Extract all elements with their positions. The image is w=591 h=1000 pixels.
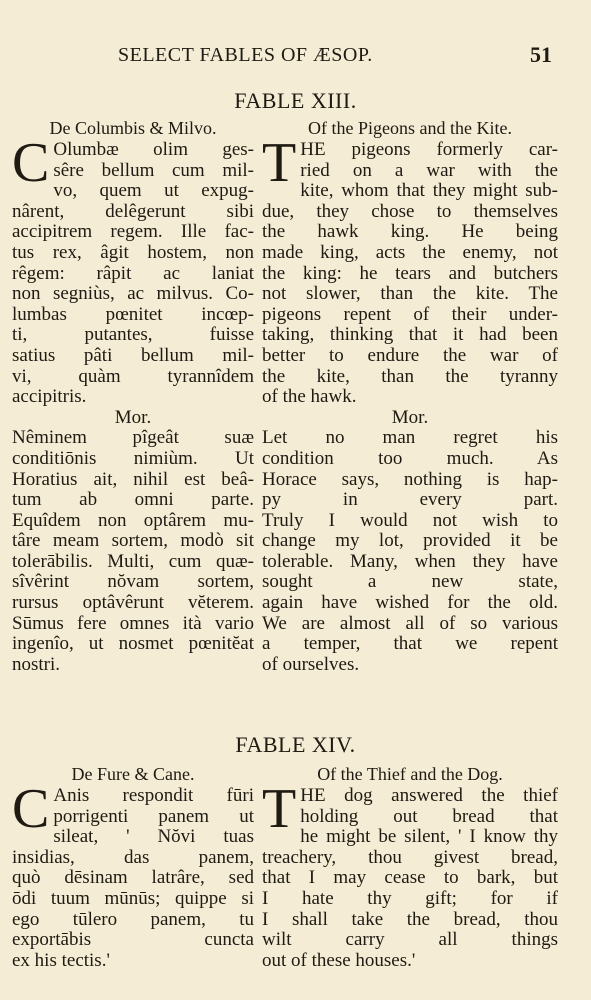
text-line: the king: he tears and butchers [262,262,558,284]
fable-14-english-body [262,778,558,971]
text-line: sîvêrint nŏvam sortem, [12,571,254,593]
text-line: he might be silent, ' I know thy [300,826,558,848]
text-line: HE dog answered the thief [300,785,558,806]
fable-13-latin-dropcap: C [12,132,50,194]
text-line: Let no man regret his [262,427,558,449]
text-line: Olumbæ olim ges- [53,139,254,160]
text-line: I hate thy gift; for if [262,887,558,909]
text-line: tum ab omni parte. [12,489,254,511]
fable-14-latin-dropcap: C [12,778,50,840]
page-number: 51 [530,42,552,67]
fable-13-english-moral [262,428,558,675]
text-line: condition too much. As [262,447,558,469]
text-line: rursus optâvêrunt vĕterem. [12,592,254,614]
fable-14-english-column [262,764,558,971]
text-line: rêgem: râpit ac laniat [12,262,254,284]
text-line: porrigenti panem ut [53,805,254,827]
text-line: non segniùs, ac milvus. Co- [12,283,254,305]
text-line: sêre bellum cum mil- [53,159,254,181]
text-line: insidias, das panem, [12,846,254,868]
text-line: conditiōnis nimiùm. Ut [12,447,254,469]
text-line: better to endure the war of [262,344,558,366]
text-line: ego tūlero panem, tu [12,908,254,930]
text-line: accipitrem regem. Ille fac- [12,221,254,243]
text-line: out of these houses.' [262,949,416,971]
text-line: târe meam sortem, modò sit [12,530,254,552]
text-line: ōdi tuum mūnūs; quippe si [12,887,254,909]
text-line: py in every part. [262,489,558,511]
text-line: HE pigeons formerly car- [300,139,558,160]
fable-13-english-moral-heading: Mor. [391,406,429,428]
text-line: kite, whom that they might sub- [300,180,558,202]
text-line: exportābis cuncta [12,929,254,951]
text-line: sileat, ' Nŏvi tuas [53,826,254,848]
text-line: accipitris. [12,386,87,408]
fable-13-latin-column [12,118,254,675]
text-line: vi, quàm tyrannîdem [12,365,254,387]
text-line: the hawk king. He being [262,221,558,243]
fable-14-english-heading: Of the Thief and the Dog. [317,764,503,784]
fable-14-title: FABLE XIV. [235,732,356,757]
text-line: again have wished for the old. [262,592,558,614]
text-line: of the hawk. [262,386,357,408]
text-line: Equîdem non optârem mu- [12,509,254,531]
text-line: Horatius ait, nihil est beâ- [12,468,254,490]
text-line: Anis respondit fūri [53,785,254,806]
fable-13-english-column [262,118,558,675]
text-line: pigeons repent of their under- [262,303,558,325]
text-line: satius pâti bellum mil- [12,344,254,366]
fable-13-english-heading: Of the Pigeons and the Kite. [308,118,512,138]
text-line: the kite, than the tyranny [262,365,558,387]
fable-13-english-dropcap: T [262,132,297,194]
text-line: Sūmus fere omnes ità vario [12,612,254,634]
text-line: ti, putantes, fuisse [12,324,254,346]
text-line: nârent, delêgerunt sibi [12,200,254,222]
text-line: tolerable. Many, when they have [262,550,558,572]
fable-13-title: FABLE XIII. [234,88,357,113]
text-line: ried on a war with the [300,159,558,181]
text-line: quò dēsinam latrâre, sed [12,867,254,889]
text-line: a temper, that we repent [262,633,558,655]
text-line: nostri. [12,653,61,675]
text-line: tolerābilis. Multi, cum quæ- [12,550,254,572]
text-line: wilt carry all things [262,929,558,951]
fable-13-english-body [262,132,558,408]
fable-14-english-dropcap: T [262,778,297,840]
text-line: I shall take the bread, thou [262,908,558,930]
text-line: treachery, thou givest bread, [262,846,558,868]
text-line: due, they chose to themselves [262,200,558,222]
fable-13-latin-moral [12,428,254,675]
text-line: not slower, than the kite. The [262,283,558,305]
text-line: tus rex, âgit hostem, non [12,241,254,263]
fable-13-latin-moral-heading: Mor. [114,406,152,428]
text-line: holding out bread that [300,805,558,827]
text-line: of ourselves. [262,653,360,675]
text-line: made king, acts the enemy, not [262,241,558,263]
text-line: vo, quem ut expug- [53,180,254,202]
text-line: taking, thinking that it had been [262,324,558,346]
running-head: SELECT FABLES OF ÆSOP. [118,44,373,66]
text-line: ex his tectis.' [12,949,110,971]
text-line: lumbas pœnitet incœp- [12,303,254,325]
text-line: sought a new state, [262,571,558,593]
text-line: change my lot, provided it be [262,530,558,552]
text-line: We are almost all of so various [262,612,558,634]
text-line: Nêminem pîgeât suæ [12,427,254,449]
text-line: Truly I would not wish to [262,509,558,531]
text-line: Horace says, nothing is hap- [262,468,558,490]
text-line: that I may cease to bark, but [262,867,558,889]
fable-14-latin-column [12,764,254,971]
fable-13-latin-heading: De Columbis & Milvo. [49,118,217,138]
fable-14-latin-heading: De Fure & Cane. [71,764,195,784]
text-line: ingenîo, ut nosmet pœnitĕat [12,633,254,655]
